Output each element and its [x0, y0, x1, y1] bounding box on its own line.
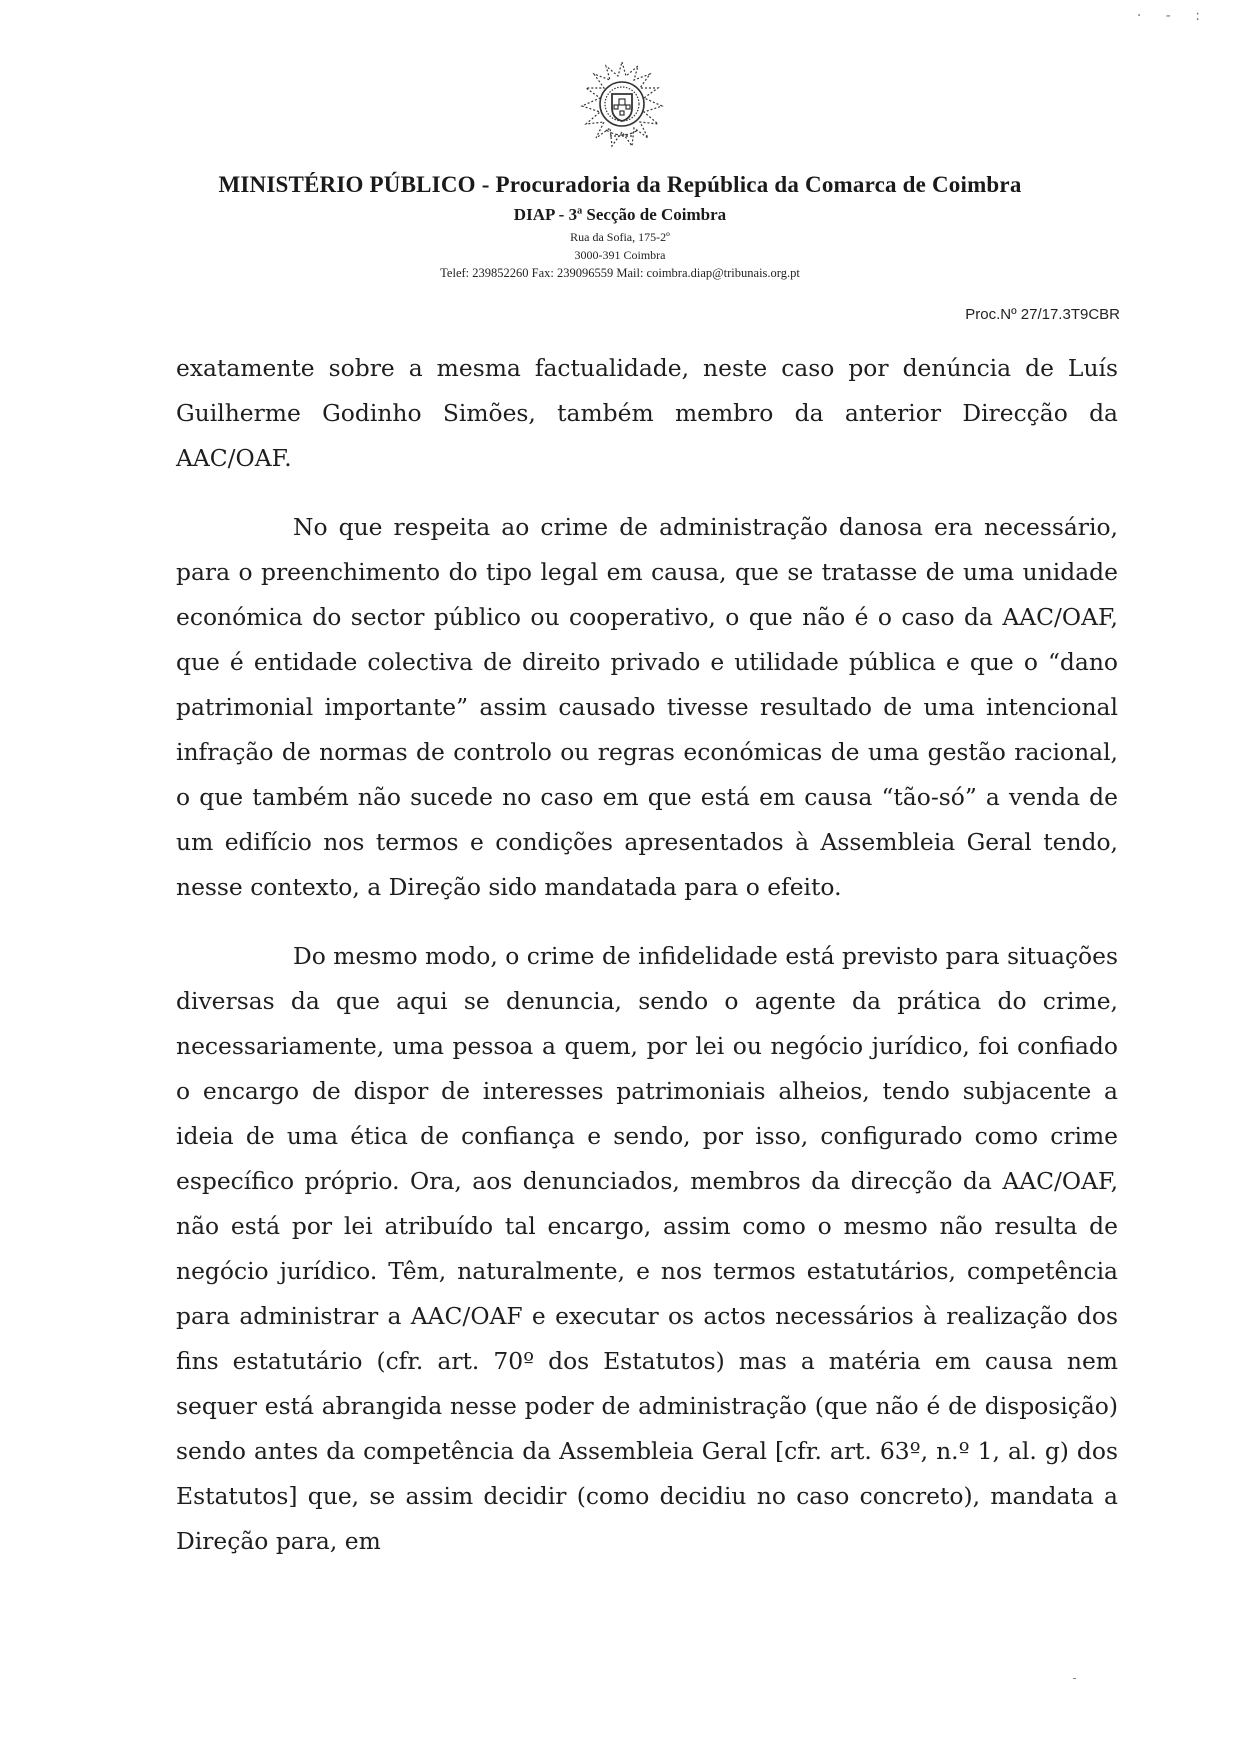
contact-details: Telef: 239852260 Fax: 239096559 Mail: coimbra.diap@tribunais.org.pt [440, 266, 800, 280]
scan-speck [1073, 1678, 1076, 1679]
paragraph-infidelidade: Do mesmo modo, o crime de infidelidade está previsto para situações diversas da que aqui se denuncia, sendo o agente da prática do crime, necessariamente, uma pessoa a quem, por lei ou negócio jurídico, foi confiado o encargo de dispor de interesses patrimoniais alheios, tendo subjacente a ideia de uma ética de confiança e sendo, por isso, configurado como crime específico próprio. Ora, aos denunciados, membros da direcção da AAC/OAF, não está por lei atribuído tal encargo, assim como o mesmo não resulta de negócio jurídico. Têm, naturalmente, e nos termos estatutários, competência para administrar a AAC/OAF e executar os actos necessários à realização dos fins estatutário (cfr. art. 70º dos Estatutos) mas a matéria em causa nem sequer está abrangida nesse poder de administração (que não é de disposição) sendo antes da competência da Assembleia Geral [cfr. art. 63º, n.º 1, al. g) dos Estatutos] que, se assim decidir (como decidiu no caso concreto), mandata a Direção para, em [176, 942, 1118, 1555]
paragraph-administracao-danosa: No que respeita ao crime de administração danosa era necessário, para o preenchimento do tipo legal em causa, que se tratasse de uma unidade económica do sector público ou cooperativo, o que não é o caso da AAC/OAF, que é entidade colectiva de direito privado e utilidade pública e que o “dano patrimonial importante” assim causado tivesse resultado de uma intencional infração de normas de controlo ou regras económicas de uma gestão racional, o que também não sucede no caso em que está em causa “tão-só” a venda de um edifício nos termos e condições apresentados à Assembleia Geral tendo, nesse contexto, a Direção sido mandatada para o efeito. [176, 513, 1118, 901]
office-section: DIAP - 3ª Secção de Coimbra [513, 205, 727, 224]
office-title: MINISTÉRIO PÚBLICO - Procuradoria da República da Comarca de Coimbra [218, 172, 1022, 197]
address-line-1: Rua da Sofia, 175-2º [570, 230, 670, 244]
document-body [176, 346, 1118, 1564]
process-reference: Proc.Nº 27/17.3T9CBR [965, 306, 1120, 323]
coat-of-arms-emblem [576, 58, 668, 166]
scan-artifact-marks: · - : [1136, 8, 1210, 24]
address-line-2: 3000-391 Coimbra [574, 248, 666, 262]
paragraph-continuation: exatamente sobre a mesma factualidade, neste caso por denúncia de Luís Guilherme Godinho Simões, também membro da anterior Direcção da AAC/OAF. [176, 354, 1118, 472]
